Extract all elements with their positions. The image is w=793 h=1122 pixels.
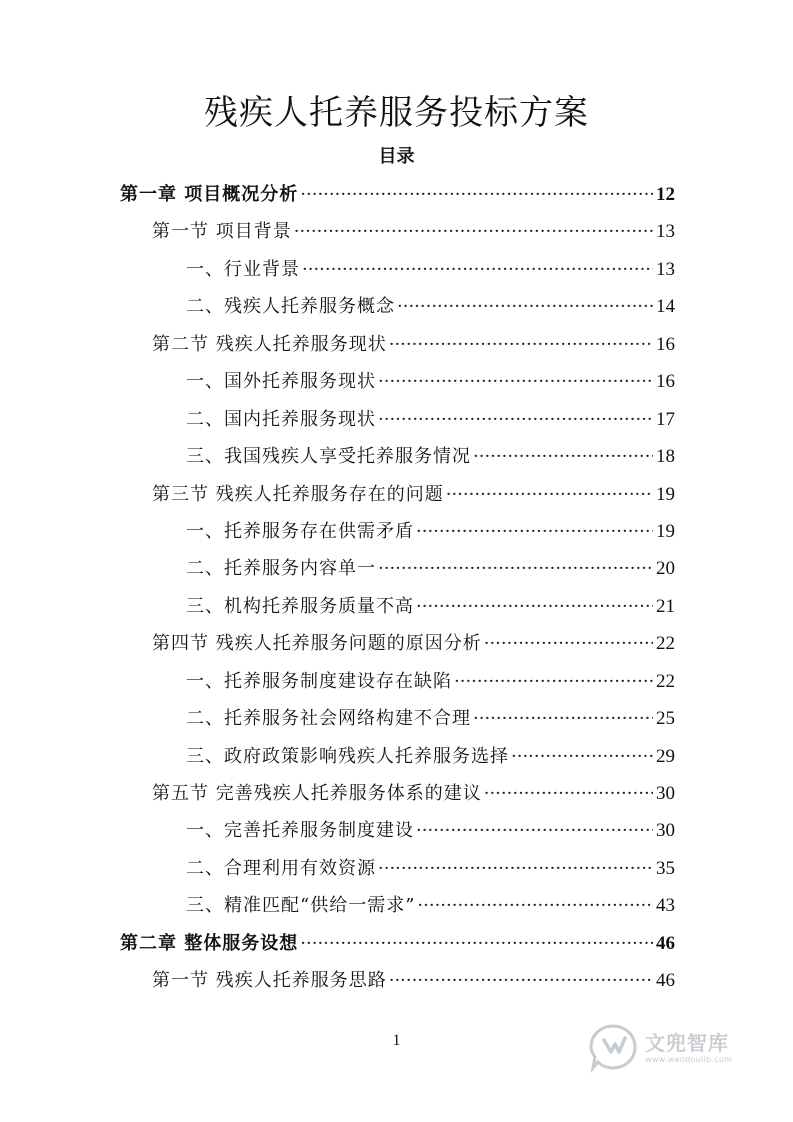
toc-entry[interactable] bbox=[120, 401, 675, 438]
toc-dot-leader bbox=[511, 738, 653, 775]
toc-entry-label: 一、完善托养服务制度建设 bbox=[186, 820, 414, 842]
watermark-name: 文兜智库 bbox=[645, 1031, 729, 1055]
toc-entry[interactable] bbox=[120, 550, 675, 587]
toc-entry-label: 二、托养服务社会网络构建不合理 bbox=[186, 708, 471, 730]
toc-entry-label: 三、机构托养服务质量不高 bbox=[186, 595, 414, 617]
toc-entry-page: 25 bbox=[656, 708, 675, 730]
toc-entry[interactable] bbox=[120, 850, 675, 887]
toc-entry-label: 三、我国残疾人享受托养服务情况 bbox=[186, 446, 471, 468]
toc-entry-page: 29 bbox=[656, 745, 675, 767]
toc-dot-leader bbox=[389, 326, 653, 363]
toc-entry-page: 16 bbox=[656, 333, 675, 355]
toc-dot-leader bbox=[473, 700, 653, 737]
toc-entry[interactable] bbox=[120, 588, 675, 625]
watermark-url: www.wendoulib.com bbox=[645, 1055, 733, 1064]
toc-entry-label: 第三节 残疾人托养服务存在的问题 bbox=[152, 483, 444, 505]
toc-dot-leader bbox=[378, 550, 653, 587]
toc-entry[interactable] bbox=[120, 775, 675, 812]
toc-entry-label: 一、国外托养服务现状 bbox=[186, 371, 376, 393]
toc-entry-label: 一、托养服务存在供需矛盾 bbox=[186, 520, 414, 542]
toc-entry[interactable] bbox=[120, 887, 675, 924]
toc-entry-page: 22 bbox=[656, 670, 675, 692]
toc-entry[interactable] bbox=[120, 738, 675, 775]
toc-dot-leader bbox=[417, 887, 653, 924]
toc-entry-page: 18 bbox=[656, 446, 675, 468]
toc-entry[interactable] bbox=[120, 363, 675, 400]
toc-entry-page: 19 bbox=[656, 520, 675, 542]
toc-entry[interactable] bbox=[120, 625, 675, 662]
toc-dot-leader bbox=[473, 438, 653, 475]
toc-dot-leader bbox=[300, 176, 653, 213]
toc-entry-page: 43 bbox=[656, 895, 675, 917]
toc-entry-label: 第一节 项目背景 bbox=[152, 221, 292, 243]
toc-entry-page: 19 bbox=[656, 483, 675, 505]
toc-entry-label: 二、残疾人托养服务概念 bbox=[186, 296, 395, 318]
toc-dot-leader bbox=[378, 850, 653, 887]
toc-entry-page: 46 bbox=[656, 970, 675, 992]
toc-entry-page: 22 bbox=[656, 633, 675, 655]
toc-dot-leader bbox=[416, 513, 653, 550]
toc-entry-label: 二、托养服务内容单一 bbox=[186, 558, 376, 580]
toc-dot-leader bbox=[300, 925, 653, 962]
toc-entry-page: 13 bbox=[656, 258, 675, 280]
toc-dot-leader bbox=[446, 476, 653, 513]
toc-entry-label: 第五节 完善残疾人托养服务体系的建议 bbox=[152, 783, 482, 804]
toc-dot-leader bbox=[378, 363, 653, 400]
toc-entry-page: 21 bbox=[656, 595, 675, 617]
toc-entry-label: 一、行业背景 bbox=[186, 258, 300, 280]
toc-entry[interactable] bbox=[120, 513, 675, 550]
toc-dot-leader bbox=[416, 812, 653, 849]
toc-entry[interactable] bbox=[120, 288, 675, 325]
watermark bbox=[587, 1018, 767, 1078]
toc-dot-leader bbox=[397, 288, 653, 325]
toc-entry-page: 12 bbox=[656, 184, 675, 205]
toc-entry-page: 13 bbox=[656, 221, 675, 243]
toc-entry-label: 三、精准匹配“供给一需求” bbox=[186, 895, 416, 917]
toc-entry-label: 二、合理利用有效资源 bbox=[186, 857, 376, 879]
toc-entry-page: 20 bbox=[656, 558, 675, 580]
toc-entry[interactable] bbox=[120, 812, 675, 849]
toc-entry-page: 30 bbox=[656, 820, 675, 842]
table-of-contents bbox=[120, 176, 675, 1000]
toc-entry-label: 第一章 项目概况分析 bbox=[120, 184, 299, 205]
toc-entry-page: 17 bbox=[656, 408, 675, 430]
toc-entry-label: 第一节 残疾人托养服务思路 bbox=[152, 970, 387, 992]
toc-dot-leader bbox=[294, 213, 653, 250]
toc-entry-label: 二、国内托养服务现状 bbox=[186, 408, 376, 430]
toc-entry-page: 35 bbox=[656, 857, 675, 879]
toc-entry[interactable] bbox=[120, 326, 675, 363]
toc-entry[interactable] bbox=[120, 251, 675, 288]
toc-entry-label: 三、政府政策影响残疾人托养服务选择 bbox=[186, 745, 509, 767]
toc-entry-page: 16 bbox=[656, 371, 675, 393]
toc-entry-label: 一、托养服务制度建设存在缺陷 bbox=[186, 670, 452, 692]
toc-entry-page: 14 bbox=[656, 296, 675, 318]
toc-heading: 目录 bbox=[378, 146, 415, 167]
page-number: 1 bbox=[392, 1032, 401, 1049]
toc-entry-label: 第二节 残疾人托养服务现状 bbox=[152, 333, 387, 355]
toc-entry-label: 第二章 整体服务设想 bbox=[120, 932, 299, 954]
toc-entry[interactable] bbox=[120, 925, 675, 962]
toc-entry[interactable] bbox=[120, 213, 675, 250]
toc-dot-leader bbox=[378, 401, 653, 438]
toc-entry-page: 46 bbox=[656, 932, 675, 954]
toc-entry-label: 第四节 残疾人托养服务问题的原因分析 bbox=[152, 633, 482, 655]
toc-dot-leader bbox=[484, 625, 653, 662]
toc-dot-leader bbox=[302, 251, 653, 288]
toc-entry[interactable] bbox=[120, 663, 675, 700]
toc-entry[interactable] bbox=[120, 476, 675, 513]
toc-entry[interactable] bbox=[120, 700, 675, 737]
toc-dot-leader bbox=[389, 962, 653, 999]
toc-dot-leader bbox=[454, 663, 653, 700]
toc-dot-leader bbox=[484, 775, 653, 812]
toc-dot-leader bbox=[416, 588, 653, 625]
wendou-logo-icon bbox=[587, 1022, 639, 1074]
toc-entry[interactable] bbox=[120, 962, 675, 999]
toc-entry-page: 30 bbox=[656, 783, 675, 804]
toc-entry[interactable] bbox=[120, 438, 675, 475]
toc-entry[interactable] bbox=[120, 176, 675, 213]
document-title: 残疾人托养服务投标方案 bbox=[204, 93, 589, 133]
